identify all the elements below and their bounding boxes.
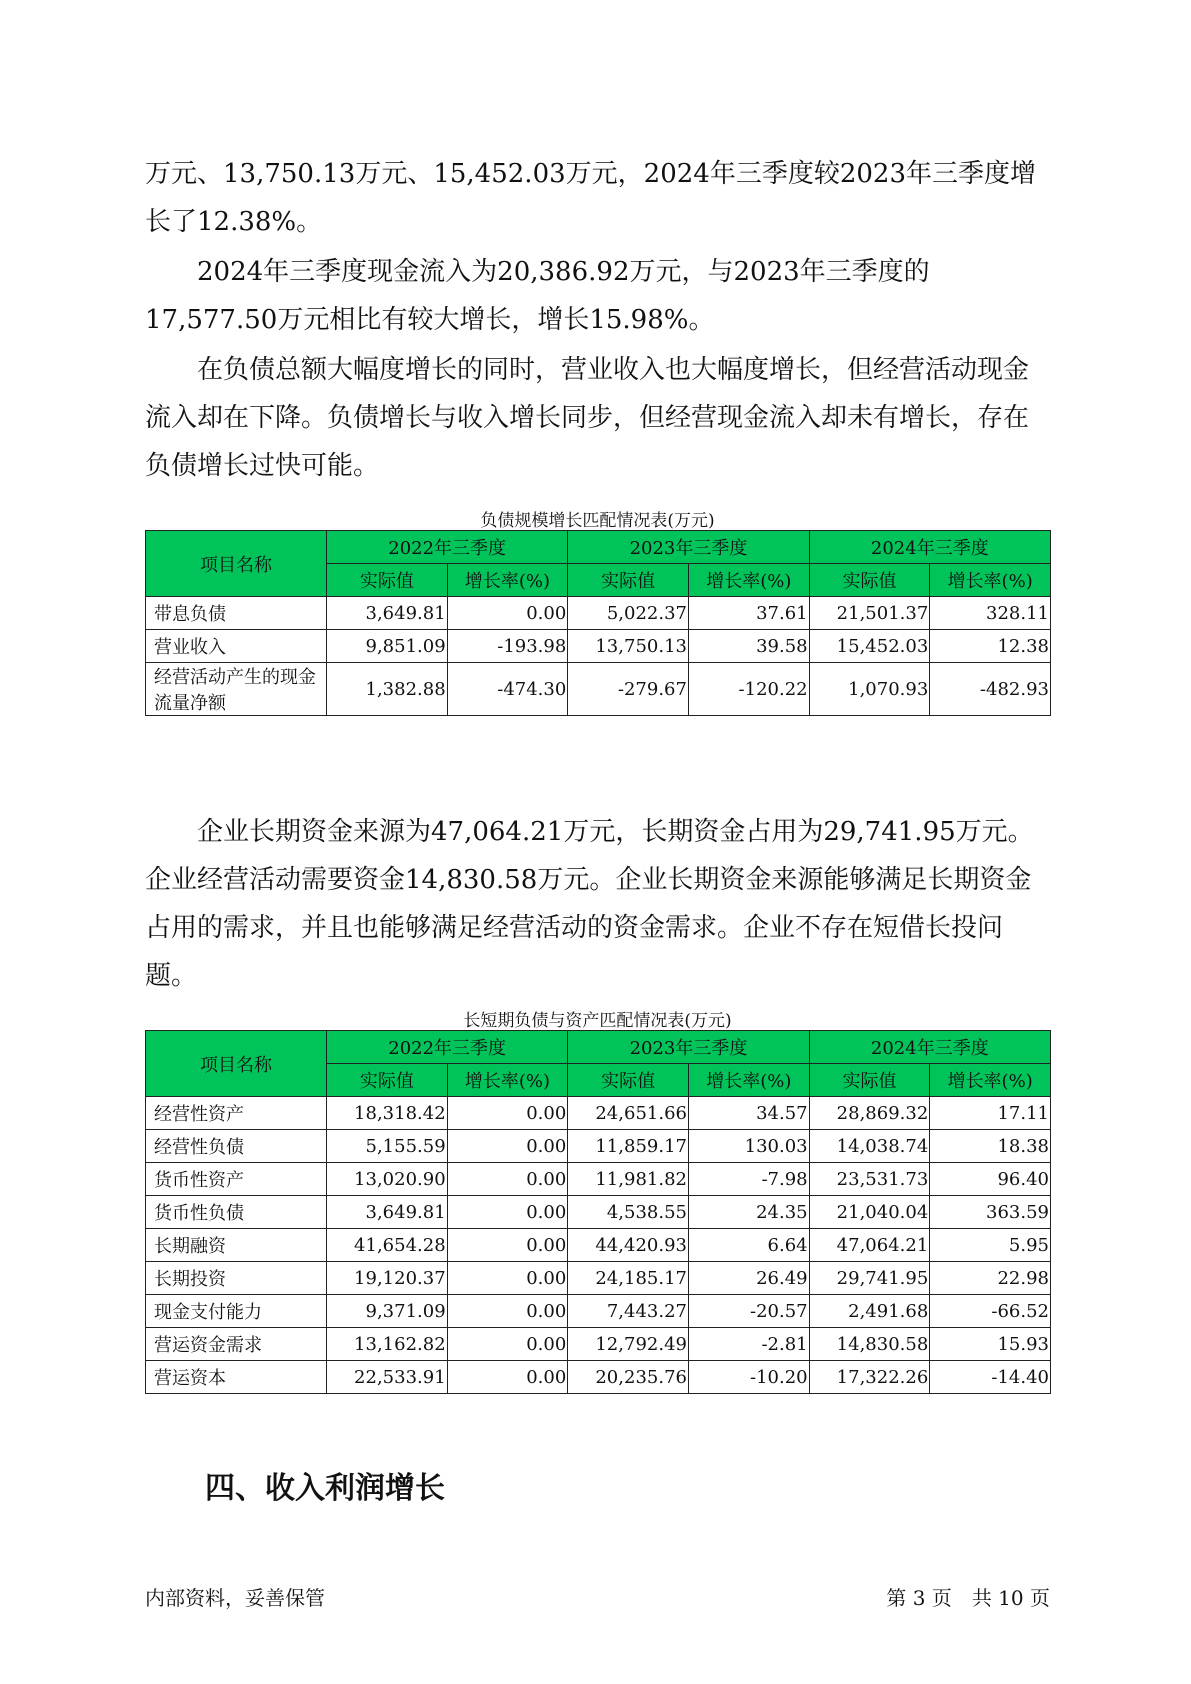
footer-note: 内部资料，妥善保管 (145, 1586, 325, 1610)
actual-value-cell: 11,981.82 (568, 1163, 689, 1196)
growth-rate-cell: 0.00 (447, 1163, 568, 1196)
table2-sub-growth: 增长率(%) (688, 1064, 809, 1097)
growth-rate-cell: 6.64 (688, 1229, 809, 1262)
row-label: 现金支付能力 (146, 1295, 327, 1328)
growth-rate-cell: -20.57 (688, 1295, 809, 1328)
row-label: 货币性负债 (146, 1196, 327, 1229)
table1-sub-growth: 增长率(%) (447, 564, 568, 597)
growth-rate-cell: 26.49 (688, 1262, 809, 1295)
actual-value-cell: 9,371.09 (327, 1295, 448, 1328)
actual-value-cell: 20,235.76 (568, 1361, 689, 1394)
table1-sub-actual: 实际值 (809, 564, 930, 597)
actual-value-cell: 5,022.37 (568, 597, 689, 630)
table1-body (146, 597, 1051, 716)
table2 (145, 1030, 1051, 1394)
page-number: 第 3 页 共 10 页 (886, 1586, 1050, 1610)
growth-rate-cell: 15.93 (930, 1328, 1051, 1361)
table2-sub-actual: 实际值 (568, 1064, 689, 1097)
growth-rate-cell: 130.03 (688, 1130, 809, 1163)
row-label: 长期融资 (146, 1229, 327, 1262)
actual-value-cell: 9,851.09 (327, 630, 448, 663)
table1-period: 2024年三季度 (809, 531, 1050, 564)
section-heading: 四、收入利润增长 (205, 1471, 445, 1506)
table2-sub-actual: 实际值 (327, 1064, 448, 1097)
growth-rate-cell: 0.00 (447, 1295, 568, 1328)
growth-rate-cell: 0.00 (447, 1130, 568, 1163)
actual-value-cell: 18,318.42 (327, 1097, 448, 1130)
table2-col-name: 项目名称 (146, 1031, 327, 1097)
actual-value-cell: 47,064.21 (809, 1229, 930, 1262)
growth-rate-cell: -14.40 (930, 1361, 1051, 1394)
growth-rate-cell: -10.20 (688, 1361, 809, 1394)
paragraph-2: 2024年三季度现金流入为20,386.92万元，与2023年三季度的17,577.50万元相比有较大增长，增长15.98%。 (145, 257, 930, 335)
table1-period: 2023年三季度 (568, 531, 809, 564)
table-row (146, 1361, 1051, 1394)
table2-sub-growth: 增长率(%) (447, 1064, 568, 1097)
row-label: 营业收入 (146, 630, 327, 663)
growth-rate-cell: 24.35 (688, 1196, 809, 1229)
growth-rate-cell: 0.00 (447, 1361, 568, 1394)
growth-rate-cell: 0.00 (447, 1328, 568, 1361)
row-label: 经营性负债 (146, 1130, 327, 1163)
table2-sub-actual: 实际值 (809, 1064, 930, 1097)
growth-rate-cell: 17.11 (930, 1097, 1051, 1130)
table1-sub-actual: 实际值 (327, 564, 448, 597)
actual-value-cell: 28,869.32 (809, 1097, 930, 1130)
table-row (146, 1163, 1051, 1196)
table2-period: 2023年三季度 (568, 1031, 809, 1064)
table-row (146, 597, 1051, 630)
table1-sub-growth: 增长率(%) (930, 564, 1051, 597)
actual-value-cell: 24,651.66 (568, 1097, 689, 1130)
table1-sub-actual: 实际值 (568, 564, 689, 597)
actual-value-cell: 17,322.26 (809, 1361, 930, 1394)
table1-caption: 负债规模增长匹配情况表(万元) (480, 511, 715, 531)
table2-sub-growth: 增长率(%) (930, 1064, 1051, 1097)
row-label: 货币性资产 (146, 1163, 327, 1196)
actual-value-cell: 2,491.68 (809, 1295, 930, 1328)
table-row (146, 1328, 1051, 1361)
actual-value-cell: 5,155.59 (327, 1130, 448, 1163)
paragraph-4: 企业长期资金来源为47,064.21万元，长期资金占用为29,741.95万元。企业经营活动需要资金14,830.58万元。企业长期资金来源能够满足长期资金占用的需求，并且也能够满足经营活动的资金需求。企业不存在短借长投问题。 (145, 817, 1034, 991)
actual-value-cell: 23,531.73 (809, 1163, 930, 1196)
paragraph-3: 在负债总额大幅度增长的同时，营业收入也大幅度增长，但经营活动现金流入却在下降。负债增长与收入增长同步，但经营现金流入却未有增长，存在负债增长过快可能。 (145, 355, 1030, 481)
actual-value-cell: 44,420.93 (568, 1229, 689, 1262)
growth-rate-cell: 5.95 (930, 1229, 1051, 1262)
actual-value-cell: 1,382.88 (327, 663, 448, 716)
actual-value-cell: 21,040.04 (809, 1196, 930, 1229)
growth-rate-cell: 0.00 (447, 597, 568, 630)
table2-period: 2024年三季度 (809, 1031, 1050, 1064)
actual-value-cell: 13,162.82 (327, 1328, 448, 1361)
table1 (145, 530, 1051, 716)
growth-rate-cell: 0.00 (447, 1229, 568, 1262)
actual-value-cell: 3,649.81 (327, 1196, 448, 1229)
growth-rate-cell: -120.22 (688, 663, 809, 716)
table-row (146, 1262, 1051, 1295)
actual-value-cell: 1,070.93 (809, 663, 930, 716)
table2-body (146, 1097, 1051, 1394)
table-row (146, 1097, 1051, 1130)
actual-value-cell: 22,533.91 (327, 1361, 448, 1394)
row-label: 营运资金需求 (146, 1328, 327, 1361)
actual-value-cell: 13,750.13 (568, 630, 689, 663)
table-row (146, 630, 1051, 663)
table-row (146, 1196, 1051, 1229)
actual-value-cell: -279.67 (568, 663, 689, 716)
actual-value-cell: 13,020.90 (327, 1163, 448, 1196)
growth-rate-cell: 0.00 (447, 1196, 568, 1229)
growth-rate-cell: 22.98 (930, 1262, 1051, 1295)
actual-value-cell: 41,654.28 (327, 1229, 448, 1262)
growth-rate-cell: 96.40 (930, 1163, 1051, 1196)
table2-caption: 长短期负债与资产匹配情况表(万元) (463, 1011, 732, 1031)
growth-rate-cell: 18.38 (930, 1130, 1051, 1163)
growth-rate-cell: 363.59 (930, 1196, 1051, 1229)
actual-value-cell: 21,501.37 (809, 597, 930, 630)
growth-rate-cell: 37.61 (688, 597, 809, 630)
table1-period: 2022年三季度 (327, 531, 568, 564)
row-label: 经营活动产生的现金流量净额 (146, 663, 327, 716)
growth-rate-cell: -2.81 (688, 1328, 809, 1361)
table2-period: 2022年三季度 (327, 1031, 568, 1064)
table-row (146, 1130, 1051, 1163)
growth-rate-cell: -193.98 (447, 630, 568, 663)
table1-sub-growth: 增长率(%) (688, 564, 809, 597)
actual-value-cell: 14,038.74 (809, 1130, 930, 1163)
table-row (146, 1229, 1051, 1262)
growth-rate-cell: 328.11 (930, 597, 1051, 630)
actual-value-cell: 29,741.95 (809, 1262, 930, 1295)
table1-col-name: 项目名称 (146, 531, 327, 597)
table-row (146, 1295, 1051, 1328)
growth-rate-cell: 12.38 (930, 630, 1051, 663)
actual-value-cell: 19,120.37 (327, 1262, 448, 1295)
actual-value-cell: 24,185.17 (568, 1262, 689, 1295)
row-label: 带息负债 (146, 597, 327, 630)
actual-value-cell: 12,792.49 (568, 1328, 689, 1361)
growth-rate-cell: 0.00 (447, 1262, 568, 1295)
growth-rate-cell: 39.58 (688, 630, 809, 663)
growth-rate-cell: 34.57 (688, 1097, 809, 1130)
table-row (146, 663, 1051, 716)
growth-rate-cell: -7.98 (688, 1163, 809, 1196)
growth-rate-cell: 0.00 (447, 1097, 568, 1130)
actual-value-cell: 15,452.03 (809, 630, 930, 663)
actual-value-cell: 3,649.81 (327, 597, 448, 630)
paragraph-1: 万元、13,750.13万元、15,452.03万元，2024年三季度较2023年三季度增长了12.38%。 (145, 159, 1036, 237)
actual-value-cell: 4,538.55 (568, 1196, 689, 1229)
row-label: 经营性资产 (146, 1097, 327, 1130)
growth-rate-cell: -482.93 (930, 663, 1051, 716)
row-label: 营运资本 (146, 1361, 327, 1394)
actual-value-cell: 14,830.58 (809, 1328, 930, 1361)
row-label: 长期投资 (146, 1262, 327, 1295)
growth-rate-cell: -474.30 (447, 663, 568, 716)
growth-rate-cell: -66.52 (930, 1295, 1051, 1328)
actual-value-cell: 7,443.27 (568, 1295, 689, 1328)
actual-value-cell: 11,859.17 (568, 1130, 689, 1163)
